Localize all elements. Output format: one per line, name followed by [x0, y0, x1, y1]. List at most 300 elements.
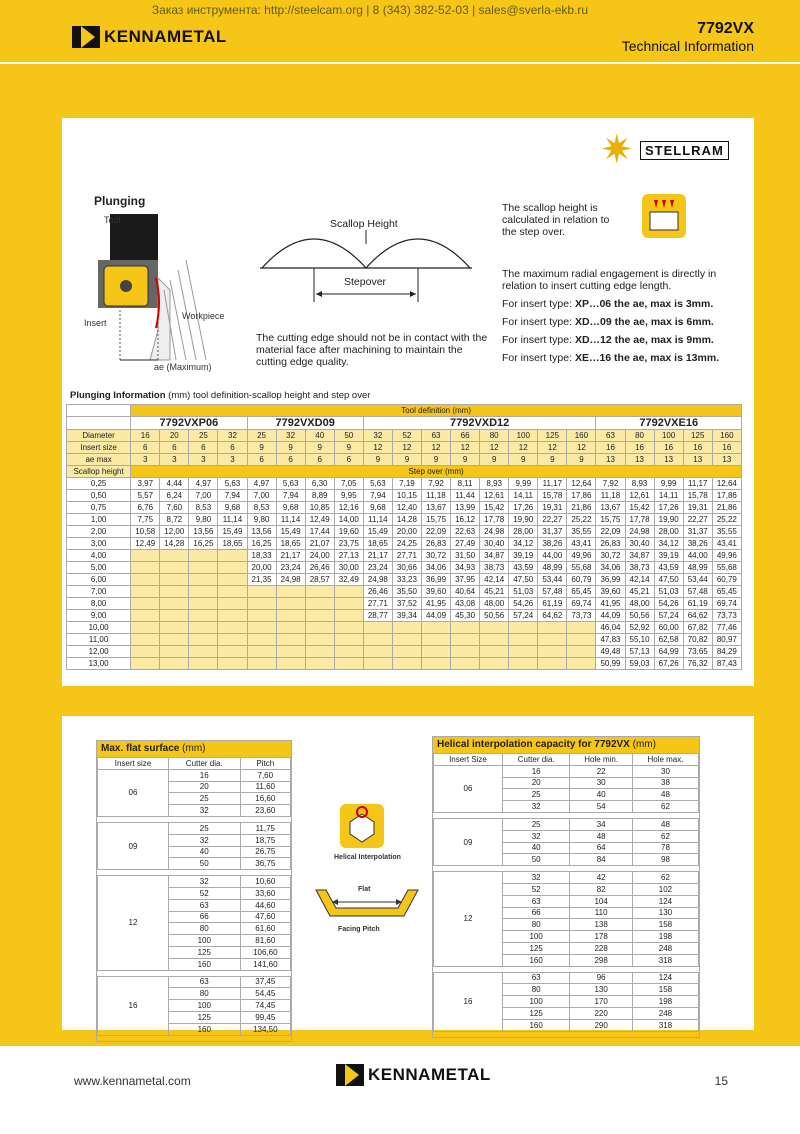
value-cell — [218, 622, 247, 634]
value-cell: 24,98 — [480, 526, 509, 538]
tool-label: Tool — [104, 215, 121, 225]
value-cell: 73,73 — [567, 610, 596, 622]
value-cell: 125 — [168, 1011, 240, 1023]
spec-cell: 160 — [567, 430, 596, 442]
value-cell — [305, 622, 334, 634]
scallop-height-label: Scallop Height — [330, 218, 398, 230]
value-cell: 66 — [502, 907, 570, 919]
spec-cell: 6 — [218, 442, 247, 454]
value-cell: 23,75 — [334, 538, 363, 550]
spec-cell: 16 — [596, 442, 625, 454]
scallop-height-cell: 6,00 — [67, 574, 131, 586]
value-cell: 19,31 — [683, 502, 712, 514]
value-cell: 80 — [168, 923, 240, 935]
value-cell: 32 — [502, 872, 570, 884]
value-cell — [160, 622, 189, 634]
value-cell — [480, 622, 509, 634]
value-cell: 22,63 — [451, 526, 480, 538]
value-cell: 69,74 — [712, 598, 741, 610]
value-cell — [334, 634, 363, 646]
value-cell — [305, 646, 334, 658]
value-cell: 84 — [570, 854, 632, 866]
value-cell: 23,24 — [363, 562, 392, 574]
helical-table — [433, 753, 699, 1037]
scallop-icon — [642, 194, 686, 238]
value-cell — [189, 622, 218, 634]
footer — [0, 1046, 800, 1134]
value-cell: 13,56 — [247, 526, 276, 538]
stepover-label: Stepover — [344, 276, 387, 288]
value-cell: 15,42 — [625, 502, 654, 514]
spec-cell: 12 — [509, 442, 538, 454]
value-cell: 16,12 — [451, 514, 480, 526]
value-cell: 63 — [502, 895, 570, 907]
value-cell: 38,73 — [480, 562, 509, 574]
column-header: Insert size — [98, 758, 169, 770]
value-cell: 49,96 — [712, 550, 741, 562]
corner-cell — [67, 405, 131, 417]
insert-size-cell: 09 — [434, 818, 503, 865]
value-cell — [276, 634, 305, 646]
value-cell — [480, 646, 509, 658]
value-cell: 34,87 — [625, 550, 654, 562]
value-cell: 38 — [632, 777, 698, 789]
value-cell — [189, 610, 218, 622]
value-cell: 160 — [502, 1019, 570, 1031]
spec-cell: 16 — [712, 442, 741, 454]
value-cell — [567, 646, 596, 658]
value-cell: 7,60 — [240, 769, 290, 781]
value-cell: 19,31 — [538, 502, 567, 514]
value-cell: 12,49 — [305, 514, 334, 526]
value-cell — [247, 658, 276, 670]
scallop-height-cell: 0,75 — [67, 502, 131, 514]
insert-note-xe — [502, 352, 752, 364]
value-cell: 160 — [168, 1023, 240, 1035]
spec-cell: 100 — [509, 430, 538, 442]
spec-row — [67, 442, 742, 454]
value-cell: 100 — [168, 1000, 240, 1012]
row-label: ae max — [67, 454, 131, 466]
value-cell: 27,71 — [363, 598, 392, 610]
value-cell — [160, 634, 189, 646]
value-cell: 9,95 — [334, 490, 363, 502]
section-title: Technical Information — [621, 38, 754, 54]
value-cell: 14,11 — [654, 490, 683, 502]
value-cell: 73,65 — [683, 646, 712, 658]
spec-cell: 20 — [160, 430, 189, 442]
value-cell: 44,00 — [538, 550, 567, 562]
value-cell: 43,08 — [451, 598, 480, 610]
value-cell: 11,14 — [218, 514, 247, 526]
spec-cell: 80 — [480, 430, 509, 442]
value-cell: 32 — [168, 834, 240, 846]
spec-cell: 52 — [392, 430, 421, 442]
spec-cell: 9 — [392, 454, 421, 466]
value-cell: 8,93 — [480, 478, 509, 490]
value-cell: 48 — [570, 830, 632, 842]
spec-cell: 12 — [421, 442, 450, 454]
spec-cell: 6 — [160, 442, 189, 454]
value-cell: 7,60 — [160, 502, 189, 514]
value-cell: 41,95 — [596, 598, 625, 610]
value-cell — [189, 658, 218, 670]
value-cell — [305, 658, 334, 670]
value-cell — [421, 622, 450, 634]
value-cell — [131, 550, 160, 562]
table-row — [98, 976, 291, 988]
value-cell: 64,62 — [683, 610, 712, 622]
value-cell: 50 — [502, 854, 570, 866]
value-cell: 16,60 — [240, 793, 290, 805]
spec-cell: 9 — [363, 454, 392, 466]
value-cell: 18,75 — [240, 834, 290, 846]
spec-cell: 9 — [451, 454, 480, 466]
value-cell: 50 — [168, 858, 240, 870]
value-cell: 64 — [570, 842, 632, 854]
spec-cell: 25 — [189, 430, 218, 442]
value-cell: 9,80 — [247, 514, 276, 526]
value-cell: 16,25 — [189, 538, 218, 550]
spec-cell: 12 — [567, 442, 596, 454]
value-cell: 44,09 — [596, 610, 625, 622]
value-cell: 33,60 — [240, 887, 290, 899]
value-cell: 7,94 — [276, 490, 305, 502]
value-cell — [160, 598, 189, 610]
value-cell: 7,19 — [392, 478, 421, 490]
value-cell — [509, 658, 538, 670]
value-cell: 51,03 — [509, 586, 538, 598]
value-cell: 34,06 — [596, 562, 625, 574]
value-cell — [392, 646, 421, 658]
table-row — [67, 622, 742, 634]
value-cell: 84,29 — [712, 646, 741, 658]
value-cell: 125 — [502, 942, 570, 954]
value-cell: 298 — [570, 954, 632, 966]
insert-size-cell: 06 — [98, 769, 169, 816]
value-cell: 125 — [168, 946, 240, 958]
value-cell: 125 — [502, 1007, 570, 1019]
value-cell — [247, 598, 276, 610]
value-cell: 30,72 — [421, 550, 450, 562]
insert-label: Insert — [84, 318, 107, 328]
value-cell: 30 — [632, 765, 698, 777]
value-cell: 20,00 — [392, 526, 421, 538]
spec-cell: 16 — [683, 442, 712, 454]
value-cell: 17,26 — [509, 502, 538, 514]
value-cell — [131, 610, 160, 622]
stellram-logo — [600, 130, 729, 170]
value-cell: 100 — [502, 996, 570, 1008]
value-cell — [392, 634, 421, 646]
group-header: 7792VXE16 — [596, 417, 742, 430]
value-cell: 42,14 — [480, 574, 509, 586]
footer-url[interactable]: www.kennametal.com — [74, 1074, 191, 1088]
helical-interpolation-label: Helical Interpolation — [334, 854, 401, 861]
value-cell: 248 — [632, 942, 698, 954]
value-cell — [218, 646, 247, 658]
scallop-height-cell: 3,00 — [67, 538, 131, 550]
value-cell — [305, 634, 334, 646]
value-cell: 41,95 — [421, 598, 450, 610]
spec-cell: 6 — [189, 442, 218, 454]
value-cell: 11,60 — [240, 781, 290, 793]
table-row — [67, 658, 742, 670]
spec-cell: 13 — [625, 454, 654, 466]
value-cell: 21,86 — [567, 502, 596, 514]
value-cell: 35,50 — [392, 586, 421, 598]
value-cell — [131, 658, 160, 670]
note-prefix: For insert type: — [502, 352, 575, 364]
spec-cell: 9 — [305, 442, 334, 454]
note-prefix: For insert type: — [502, 334, 575, 346]
value-cell — [218, 610, 247, 622]
spec-row — [67, 430, 742, 442]
plunging-table — [66, 404, 742, 670]
value-cell: 31,37 — [683, 526, 712, 538]
value-cell: 14,28 — [160, 538, 189, 550]
plunging-title: Plunging — [94, 194, 146, 208]
value-cell: 23,60 — [240, 805, 290, 817]
value-cell: 21,07 — [305, 538, 334, 550]
value-cell: 18,65 — [363, 538, 392, 550]
contact-line[interactable]: Заказ инструмента: http://steelcam.org | 8 (343) 382-52-03 | sales@sverla-ekb.ru — [151, 3, 589, 17]
value-cell — [189, 646, 218, 658]
value-cell: 45,21 — [625, 586, 654, 598]
value-cell: 21,17 — [276, 550, 305, 562]
value-cell: 23,24 — [276, 562, 305, 574]
value-cell: 49,48 — [596, 646, 625, 658]
spec-cell: 9 — [421, 454, 450, 466]
value-cell: 15,49 — [218, 526, 247, 538]
helical-interpolation-icon — [340, 804, 384, 848]
value-cell: 12,49 — [131, 538, 160, 550]
value-cell — [247, 586, 276, 598]
plunging-table-title — [70, 390, 370, 401]
value-cell: 318 — [632, 954, 698, 966]
value-cell: 42 — [570, 872, 632, 884]
kennametal-logo — [72, 26, 227, 48]
value-cell: 15,42 — [480, 502, 509, 514]
blank-cell — [67, 417, 131, 430]
value-cell: 7,00 — [247, 490, 276, 502]
value-cell: 13,56 — [189, 526, 218, 538]
value-cell — [509, 634, 538, 646]
value-cell: 39,60 — [596, 586, 625, 598]
value-cell — [538, 646, 567, 658]
value-cell: 47,60 — [240, 911, 290, 923]
value-cell: 198 — [632, 931, 698, 943]
value-cell: 80 — [502, 919, 570, 931]
value-cell: 50,56 — [625, 610, 654, 622]
value-cell: 12,40 — [392, 502, 421, 514]
value-cell: 100 — [502, 931, 570, 943]
value-cell: 130 — [632, 907, 698, 919]
header-row — [98, 758, 291, 770]
value-cell: 178 — [570, 931, 632, 943]
value-cell: 22,27 — [683, 514, 712, 526]
value-cell: 62 — [632, 872, 698, 884]
value-cell: 11,18 — [421, 490, 450, 502]
insert-size-cell: 12 — [98, 876, 169, 970]
value-cell: 99,45 — [240, 1011, 290, 1023]
value-cell — [131, 586, 160, 598]
value-cell: 19,90 — [509, 514, 538, 526]
value-cell — [305, 598, 334, 610]
value-cell: 46,04 — [596, 622, 625, 634]
header-divider — [0, 62, 800, 64]
value-cell: 110 — [570, 907, 632, 919]
spec-cell: 125 — [683, 430, 712, 442]
value-cell — [451, 646, 480, 658]
value-cell: 43,41 — [567, 538, 596, 550]
value-cell — [392, 622, 421, 634]
value-cell: 62 — [632, 801, 698, 813]
scallop-height-cell: 11,00 — [67, 634, 131, 646]
value-cell: 28,57 — [305, 574, 334, 586]
value-cell: 12,61 — [625, 490, 654, 502]
value-cell — [305, 586, 334, 598]
value-cell — [276, 586, 305, 598]
value-cell — [189, 598, 218, 610]
value-cell: 35,55 — [567, 526, 596, 538]
ae-maximum-label: ae (Maximum) — [154, 362, 212, 372]
value-cell: 32 — [502, 801, 570, 813]
spec-cell: 12 — [451, 442, 480, 454]
value-cell — [247, 646, 276, 658]
spec-cell: 9 — [334, 442, 363, 454]
value-cell: 20 — [168, 781, 240, 793]
value-cell — [363, 658, 392, 670]
value-cell — [509, 622, 538, 634]
value-cell — [189, 574, 218, 586]
value-cell: 30,72 — [596, 550, 625, 562]
column-header: Pitch — [240, 758, 290, 770]
value-cell — [276, 646, 305, 658]
value-cell: 45,30 — [451, 610, 480, 622]
value-cell: 24,00 — [305, 550, 334, 562]
value-cell: 158 — [632, 919, 698, 931]
value-cell: 34,12 — [509, 538, 538, 550]
spacer-cell — [98, 1035, 291, 1041]
value-cell: 37,45 — [240, 976, 290, 988]
spec-cell: 100 — [654, 430, 683, 442]
value-cell: 141,60 — [240, 958, 290, 970]
scallop-height-cell: 9,00 — [67, 610, 131, 622]
value-cell — [131, 622, 160, 634]
value-cell — [189, 586, 218, 598]
value-cell: 61,19 — [538, 598, 567, 610]
value-cell: 6,24 — [160, 490, 189, 502]
value-cell: 32 — [168, 876, 240, 888]
value-cell: 48 — [632, 818, 698, 830]
value-cell: 13,67 — [596, 502, 625, 514]
value-cell: 36,75 — [240, 858, 290, 870]
value-cell: 13,99 — [451, 502, 480, 514]
value-cell: 7,05 — [334, 478, 363, 490]
value-cell: 43,59 — [509, 562, 538, 574]
insert-size-cell: 16 — [434, 972, 503, 1031]
value-cell — [218, 586, 247, 598]
value-cell: 19,90 — [654, 514, 683, 526]
value-cell: 26,46 — [305, 562, 334, 574]
value-cell — [392, 658, 421, 670]
value-cell: 7,92 — [421, 478, 450, 490]
value-cell — [131, 634, 160, 646]
spec-cell: 32 — [363, 430, 392, 442]
value-cell: 25 — [168, 822, 240, 834]
value-cell: 106,60 — [240, 946, 290, 958]
value-cell: 52 — [168, 887, 240, 899]
value-cell: 4,44 — [160, 478, 189, 490]
value-cell: 25,22 — [712, 514, 741, 526]
value-cell: 54 — [570, 801, 632, 813]
value-cell — [451, 634, 480, 646]
value-cell: 47,50 — [509, 574, 538, 586]
footer-brand: KENNAMETAL — [368, 1065, 491, 1084]
value-cell: 53,44 — [538, 574, 567, 586]
column-header: Cutter dia. — [168, 758, 240, 770]
value-cell: 5,63 — [218, 478, 247, 490]
value-cell — [218, 550, 247, 562]
spec-cell: 25 — [247, 430, 276, 442]
value-cell: 31,37 — [538, 526, 567, 538]
value-cell: 27,71 — [392, 550, 421, 562]
value-cell: 17,86 — [712, 490, 741, 502]
note-value: XD…09 the ae, max is 6mm. — [574, 316, 714, 328]
value-cell: 42,14 — [625, 574, 654, 586]
value-cell: 63 — [168, 899, 240, 911]
k-logo-icon — [336, 1064, 364, 1086]
value-cell: 12,64 — [567, 478, 596, 490]
value-cell: 12,64 — [712, 478, 741, 490]
value-cell — [276, 622, 305, 634]
value-cell: 39,60 — [421, 586, 450, 598]
value-cell: 12,16 — [334, 502, 363, 514]
spec-cell: 9 — [480, 454, 509, 466]
value-cell: 37,52 — [392, 598, 421, 610]
value-cell: 28,00 — [654, 526, 683, 538]
table-row — [434, 872, 699, 884]
value-cell: 11,14 — [363, 514, 392, 526]
value-cell: 22,09 — [421, 526, 450, 538]
spacer-cell — [434, 1031, 699, 1037]
value-cell: 45,21 — [480, 586, 509, 598]
value-cell: 17,86 — [567, 490, 596, 502]
spec-cell: 63 — [421, 430, 450, 442]
row-label: Scallop height — [67, 466, 131, 478]
value-cell — [538, 622, 567, 634]
value-cell — [276, 610, 305, 622]
value-cell: 54,26 — [509, 598, 538, 610]
value-cell: 9,68 — [276, 502, 305, 514]
value-cell: 44,00 — [683, 550, 712, 562]
value-cell — [160, 550, 189, 562]
value-cell: 11,17 — [538, 478, 567, 490]
spec-cell: 6 — [305, 454, 334, 466]
value-cell: 55,68 — [712, 562, 741, 574]
value-cell: 62 — [632, 830, 698, 842]
value-cell — [218, 574, 247, 586]
value-cell: 32 — [502, 830, 570, 842]
insert-size-cell: 06 — [434, 765, 503, 812]
bottom-card — [62, 716, 754, 1034]
value-cell: 82 — [570, 883, 632, 895]
value-cell: 57,48 — [538, 586, 567, 598]
value-cell: 8,89 — [305, 490, 334, 502]
value-cell — [218, 598, 247, 610]
value-cell: 8,11 — [451, 478, 480, 490]
